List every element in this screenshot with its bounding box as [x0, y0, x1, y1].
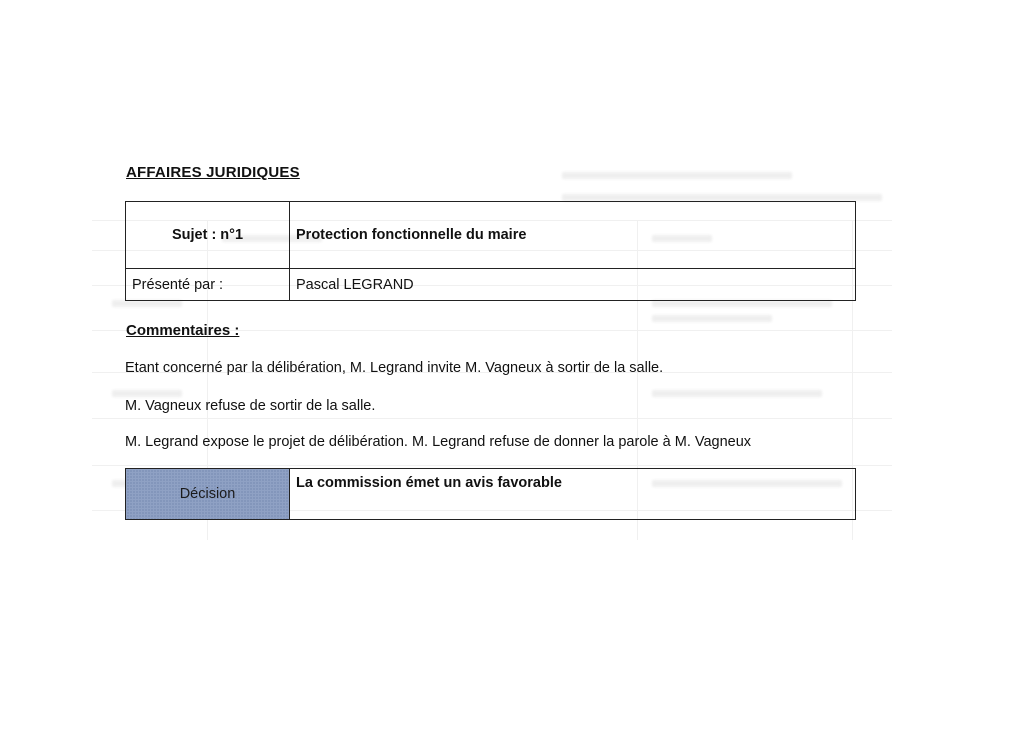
subject-number: Sujet : n°1 [126, 202, 290, 269]
comment-paragraph: Etant concerné par la délibération, M. Legrand invite M. Vagneux à sortir de la salle. [125, 360, 664, 376]
subject-row [126, 202, 856, 269]
presented-by-label: Présenté par : [126, 269, 290, 301]
presenter-row [126, 269, 856, 301]
decision-table [125, 468, 856, 520]
presenter-name: Pascal LEGRAND [290, 269, 856, 301]
comment-paragraph: M. Legrand expose le projet de délibération. M. Legrand refuse de donner la parole à M. Vagneux [125, 434, 752, 450]
subject-table [125, 201, 856, 301]
comments-label: Commentaires : [126, 322, 240, 339]
decision-text: La commission émet un avis favorable [290, 469, 856, 520]
subject-title: Protection fonctionnelle du maire [290, 202, 856, 269]
decision-label: Décision [126, 469, 290, 520]
comment-paragraph: M. Vagneux refuse de sortir de la salle. [125, 398, 376, 414]
section-title: AFFAIRES JURIDIQUES [126, 164, 300, 181]
decision-row [126, 469, 856, 520]
